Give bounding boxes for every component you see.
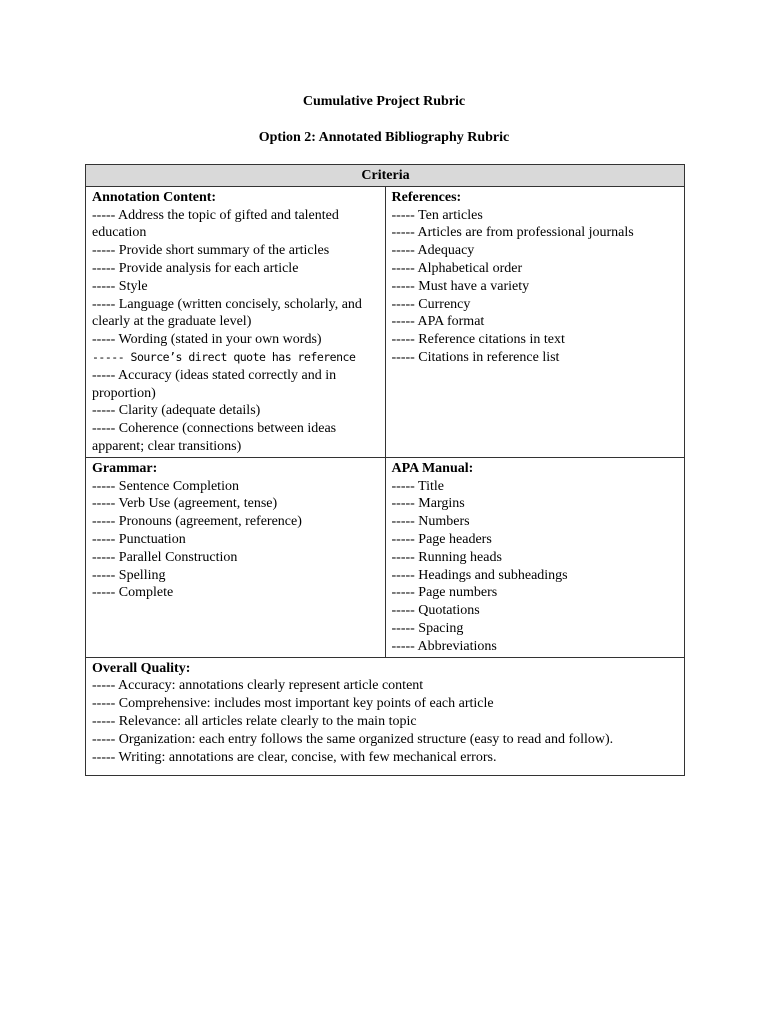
list-item: ----- Numbers — [391, 514, 470, 530]
list-item: ----- Source’s direct quote has reference — [92, 349, 356, 364]
list-item: ----- Accuracy (ideas stated correctly and in proportion) — [92, 367, 337, 401]
rubric-table — [85, 164, 685, 776]
list-item: ----- Quotations — [391, 603, 480, 619]
list-item: ----- Relevance: all articles relate clearly to the main topic — [92, 713, 417, 729]
table-row — [86, 657, 685, 775]
list-item: ----- Spelling — [92, 567, 166, 583]
list-item: ----- Organization: each entry follows the same organized structure (easy to read and follow). — [92, 731, 614, 747]
list-item: ----- Accuracy: annotations clearly represent article content — [92, 678, 424, 694]
list-item: ----- Sentence Completion — [92, 478, 239, 494]
list-item: ----- Page numbers — [391, 585, 498, 601]
list-item: ----- Verb Use (agreement, tense) — [92, 496, 278, 512]
list-item: ----- Clarity (adequate details) — [92, 403, 261, 419]
list-item: ----- Alphabetical order — [391, 260, 523, 276]
document-title: Cumulative Project Rubric — [302, 94, 466, 109]
list-item: ----- Provide short summary of the articles — [92, 243, 330, 259]
apa-manual-cell — [385, 457, 685, 657]
list-item: ----- Punctuation — [92, 531, 186, 547]
list-item: ----- Complete — [92, 585, 174, 601]
criteria-header: Criteria — [86, 165, 685, 187]
list-item: ----- Margins — [391, 496, 465, 512]
list-item: ----- Running heads — [391, 549, 502, 565]
apa-manual-heading: APA Manual: — [391, 460, 474, 476]
list-item: ----- Adequacy — [391, 243, 475, 259]
annotation-content-heading: Annotation Content: — [92, 189, 217, 205]
document-subtitle: Option 2: Annotated Bibliography Rubric — [258, 130, 510, 145]
list-item: ----- Must have a variety — [391, 278, 530, 294]
list-item: ----- Language (written concisely, scholarly, and clearly at the graduate level) — [92, 296, 362, 330]
list-item: ----- Currency — [391, 296, 471, 312]
list-item: ----- Style — [92, 278, 148, 294]
list-item: ----- Page headers — [391, 531, 492, 547]
list-item: ----- Address the topic of gifted and talented education — [92, 207, 339, 241]
overall-quality-cell — [86, 657, 685, 775]
list-item: ----- Articles are from professional journals — [391, 225, 634, 241]
list-item: ----- Reference citations in text — [391, 332, 565, 348]
table-row — [86, 457, 685, 657]
list-item: ----- Provide analysis for each article — [92, 260, 299, 276]
list-item: ----- Coherence (connections between ideas apparent; clear transitions) — [92, 421, 337, 454]
criteria-header-row — [86, 165, 685, 187]
list-item: ----- Abbreviations — [391, 638, 497, 654]
list-item: ----- Headings and subheadings — [391, 567, 568, 583]
list-item: ----- Parallel Construction — [92, 549, 238, 565]
list-item: ----- APA format — [391, 314, 485, 330]
list-item: ----- Pronouns (agreement, reference) — [92, 514, 302, 530]
list-item: ----- Citations in reference list — [391, 349, 560, 365]
list-item: ----- Spacing — [391, 620, 464, 636]
list-item: ----- Ten articles — [391, 207, 483, 223]
list-item: ----- Comprehensive: includes most important key points of each article — [92, 696, 494, 712]
table-row — [86, 186, 685, 457]
annotation-content-cell — [86, 186, 386, 457]
overall-quality-heading: Overall Quality: — [92, 660, 191, 676]
grammar-cell — [86, 457, 386, 657]
references-cell — [385, 186, 685, 457]
list-item: ----- Writing: annotations are clear, concise, with few mechanical errors. — [92, 749, 497, 765]
list-item: ----- Title — [391, 478, 444, 494]
grammar-heading: Grammar: — [92, 460, 158, 476]
references-heading: References: — [391, 189, 462, 205]
list-item: ----- Wording (stated in your own words) — [92, 332, 322, 348]
